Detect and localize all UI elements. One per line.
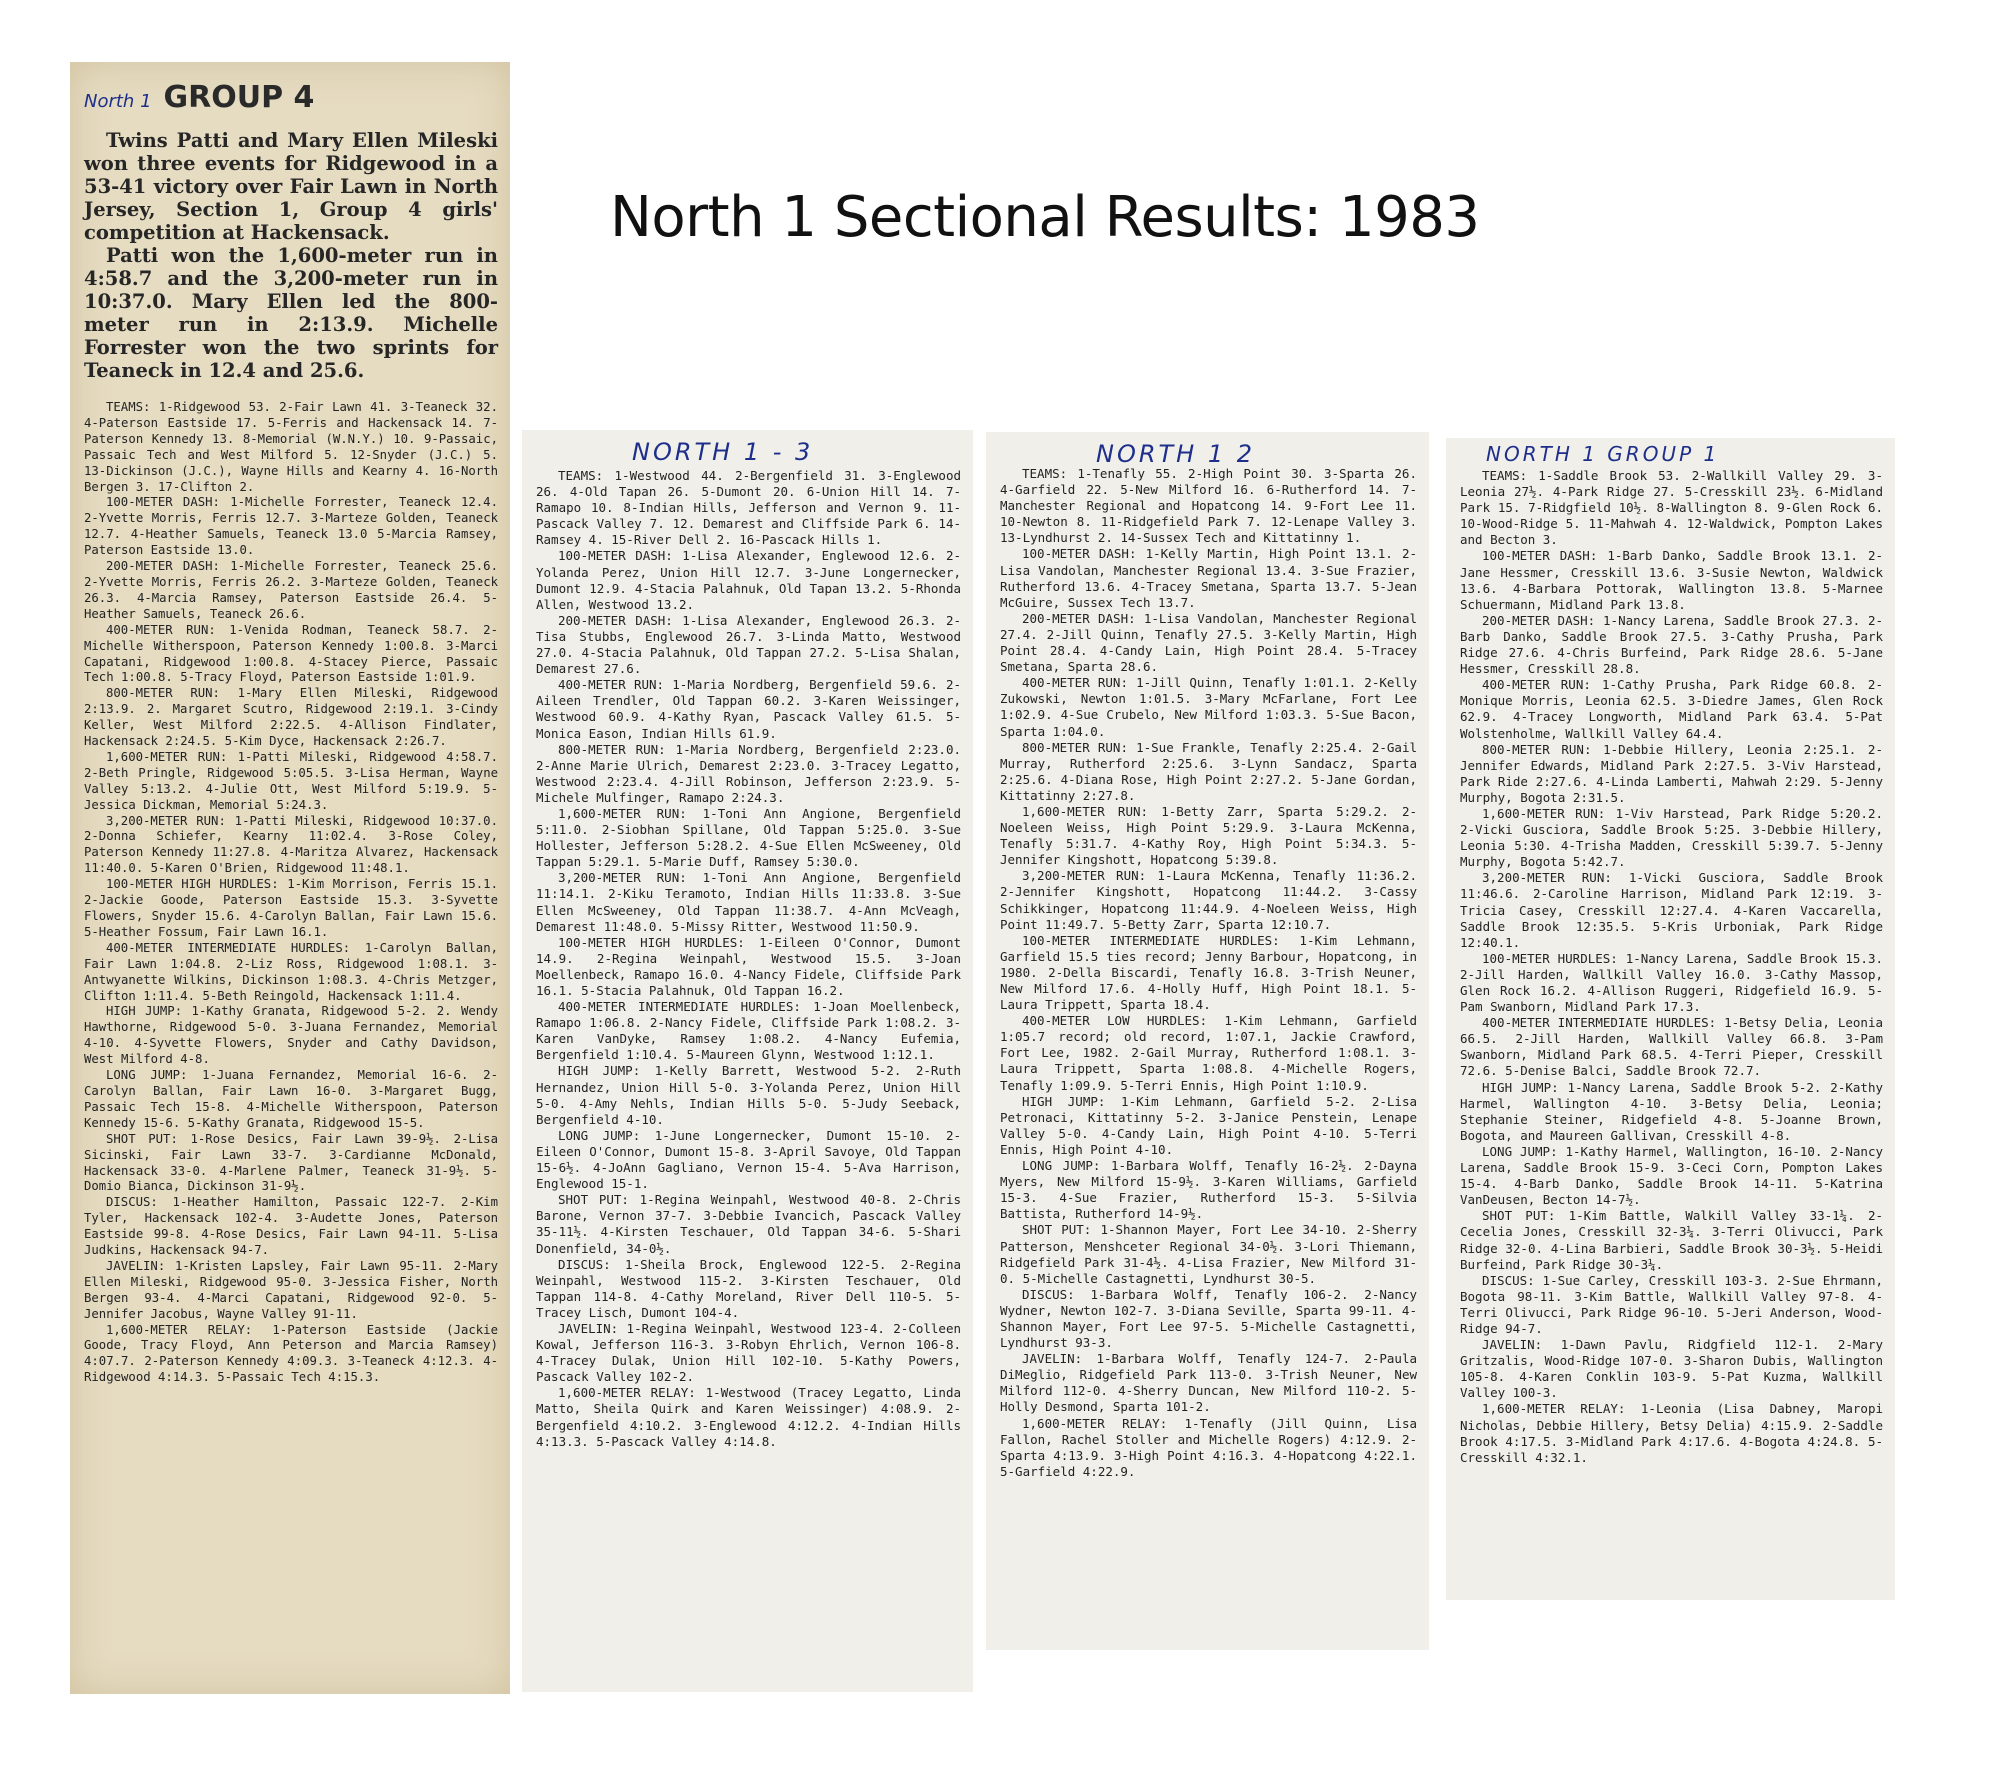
- result-paragraph: DISCUS: 1-Heather Hamilton, Passaic 122-7. 2-Kim Tyler, Hackensack 102-4. 3-Audette Jones, Paterson Eastside 99-8. 4-Rose Desics, Fair Lawn 94-11. 5-Lisa Judkins, Hackensack 94-7.: [84, 1195, 498, 1258]
- lead-paragraph: Twins Patti and Mary Ellen Mileski won three events for Ridgewood in a 53-41 victory over Fair Lawn in North Jersey, Section 1, Group 4 girls' competition at Hackensack.: [84, 129, 498, 244]
- result-paragraph: DISCUS: 1-Sue Carley, Cresskill 103-3. 2-Sue Ehrmann, Bogota 98-11. 3-Kim Battle, Wallkill Valley 97-8. 4-Terri Olivucci, Park Ridge 96-10. 5-Jeri Anderson, Wood-Ridge 94-7.: [1460, 1272, 1883, 1336]
- result-paragraph: LONG JUMP: 1-Juana Fernandez, Memorial 16-6. 2-Carolyn Ballan, Fair Lawn 16-0. 3-Margaret Bugg, Passaic Tech 15-8. 4-Michelle Witherspoon, Paterson Kennedy 15-6. 5-Kathy Granata, Ridgewood 15-5.: [84, 1068, 498, 1130]
- result-paragraph: 100-METER HURDLES: 1-Nancy Larena, Saddle Brook 15.3. 2-Jill Harden, Wallkill Valley 16.0. 3-Cathy Massop, Glen Rock 16.2. 4-Allison Ruggeri, Ridgefield 16.9. 5-Pam Swanborn, Midland Park 17.3.: [1460, 950, 1883, 1015]
- result-paragraph: 400-METER INTERMEDIATE HURDLES: 1-Carolyn Ballan, Fair Lawn 1:04.8. 2-Liz Ross, Ridgewood 1:08.1. 3-Antwyanette Wilkins, Dickinson 1:08.3. 4-Chris Metzger, Clifton 1:11.4. 5-Beth Reingold, Hackensack 1:11.4.: [84, 940, 498, 1003]
- result-paragraph: HIGH JUMP: 1-Nancy Larena, Saddle Brook 5-2. 2-Kathy Harmel, Wallington 4-10. 3-Betsy Delia, Leonia; Stephanie Steiner, Ridgefield 4-8. 5-Joanne Brown, Bogota, and Maureen Gallivan, Cresskill 4-8.: [1460, 1079, 1883, 1143]
- result-paragraph: 200-METER DASH: 1-Nancy Larena, Saddle Brook 27.3. 2-Barb Danko, Saddle Brook 27.5. 3-Cathy Prusha, Park Ridge 27.6. 4-Chris Burfeind, Park Ridge 28.6. 5-Jane Hessmer, Cresskill 28.8.: [1460, 612, 1883, 677]
- result-paragraph: 800-METER RUN: 1-Sue Frankle, Tenafly 2:25.4. 2-Gail Murray, Rutherford 2:25.6. 3-Lynn Sandacz, Sparta 2:25.6. 4-Diana Rose, High Point 2:27.2. 5-Jane Gordan, Kittatinny 2:27.8.: [1000, 739, 1417, 803]
- result-paragraph: HIGH JUMP: 1-Kathy Granata, Ridgewood 5-2. 2. Wendy Hawthorne, Ridgewood 5-0. 3-Juana Fernandez, Memorial 4-10. 4-Syvette Flowers, Snyder and Cathy Davidson, West Milford 4-8.: [84, 1004, 498, 1067]
- result-paragraph: 100-METER HIGH HURDLES: 1-Eileen O'Connor, Dumont 14.9. 2-Regina Weinpahl, Westwood 15.5. 3-Joan Moellenbeck, Ramapo 16.0. 4-Nancy Fidele, Cliffside Park 16.1. 5-Stacia Palahnuk, Old Tappan 16.2.: [536, 934, 961, 998]
- result-paragraph: JAVELIN: 1-Kristen Lapsley, Fair Lawn 95-11. 2-Mary Ellen Mileski, Ridgewood 95-0. 3-Jessica Fisher, North Bergen 93-4. 4-Marci Capatani, Ridgewood 92-0. 5-Jennifer Jacobus, Wayne Valley 91-11.: [84, 1258, 498, 1321]
- result-paragraph: 3,200-METER RUN: 1-Laura McKenna, Tenafly 11:36.2. 2-Jennifer Kingshott, Hopatcong 11:44.2. 3-Cassy Schikkinger, Hopatcong 11:44.9. 4-Noeleen Weiss, High Point 11:49.7. 5-Betty Zarr, Sparta 12:10.7.: [1000, 868, 1417, 932]
- result-paragraph: 3,200-METER RUN: 1-Vicki Gusciora, Saddle Brook 11:46.6. 2-Caroline Harrison, Midland Park 12:19. 3-Tricia Casey, Cresskill 12:27.4. 4-Karen Vaccarella, Saddle Brook 12:35.5. 5-Kris Urboniak, Park Ridge 12:40.1.: [1460, 870, 1883, 950]
- lead-paragraph: Patti won the 1,600-meter run in 4:58.7 and the 3,200-meter run in 10:37.0. Mary Ellen led the 800-meter run in 2:13.9. Michelle Forrester won the two sprints for Teaneck in 12.4 and 25.6.: [84, 244, 498, 382]
- result-paragraph: JAVELIN: 1-Regina Weinpahl, Westwood 123-4. 2-Colleen Kowal, Jefferson 116-3. 3-Robyn Ehrlich, Vernon 106-8. 4-Tracey Dulak, Union Hill 102-10. 5-Kathy Powers, Pascack Valley 102-2.: [536, 1320, 961, 1385]
- results-list: [536, 468, 961, 1450]
- result-paragraph: 1,600-METER RUN: 1-Betty Zarr, Sparta 5:29.2. 2-Noeleen Weiss, High Point 5:29.9. 3-Laura McKenna, Tenafly 5:31.7. 4-Kathy Roy, High Point 5:34.3. 5-Jennifer Kingshott, Hopatcong 5:39.8.: [1000, 803, 1417, 868]
- result-paragraph: LONG JUMP: 1-June Longernecker, Dumont 15-10. 2-Eileen O'Connor, Dumont 15-8. 3-April Savoye, Old Tappan 15-6½. 4-JoAnn Gagliano, Vernon 15-4. 5-Ava Harrison, Englewood 15-1.: [536, 1127, 961, 1192]
- clipping-north-1-group-2: [986, 432, 1429, 1650]
- result-paragraph: 200-METER DASH: 1-Lisa Vandolan, Manchester Regional 27.4. 2-Jill Quinn, Tenafly 27.5. 3-Kelly Martin, High Point 28.4. 4-Candy Lain, High Point 28.4. 5-Tracey Smetana, Sparta 28.6.: [1000, 610, 1417, 675]
- result-paragraph: 100-METER DASH: 1-Barb Danko, Saddle Brook 13.1. 2-Jane Hessmer, Cresskill 13.6. 3-Susie Newton, Waldwick 13.6. 4-Barbara Pottorak, Wallington 13.8. 5-Marnee Schuermann, Midland Park 13.8.: [1460, 548, 1883, 612]
- results-list: [84, 400, 498, 1386]
- result-paragraph: 1,600-METER RELAY: 1-Paterson Eastside (Jackie Goode, Tracy Floyd, Ann Peterson and Marcia Ramsey) 4:07.7. 2-Paterson Kennedy 4:09.3. 3-Teaneck 4:12.3. 4-Ridgewood 4:14.3. 5-Passaic Tech 4:15.3.: [84, 1322, 498, 1385]
- result-paragraph: 100-METER DASH: 1-Michelle Forrester, Teaneck 12.4. 2-Yvette Morris, Ferris 12.7. 3-Marteze Golden, Teaneck 12.7. 4-Heather Samuels, Teaneck 13.0 5-Marcia Ramsey, Paterson Eastside 13.0.: [84, 495, 498, 558]
- clipping-north-1-group-1: [1446, 438, 1895, 1600]
- result-paragraph: 400-METER RUN: 1-Jill Quinn, Tenafly 1:01.1. 2-Kelly Zukowski, Newton 1:01.5. 3-Mary McFarlane, Fort Lee 1:02.9. 4-Sue Crubelo, New Milford 1:03.3. 5-Sue Bacon, Sparta 1:04.0.: [1000, 675, 1417, 739]
- result-paragraph: 1,600-METER RELAY: 1-Leonia (Lisa Dabney, Maropi Nicholas, Debbie Hillery, Betsy Delia) 4:15.9. 2-Saddle Brook 4:17.5. 3-Midland Park 4:17.6. 4-Bogota 4:24.8. 5-Cresskill 4:32.1.: [1460, 1401, 1883, 1465]
- result-paragraph: 100-METER DASH: 1-Kelly Martin, High Point 13.1. 2-Lisa Vandolan, Manchester Regional 13.4. 3-Sue Frazier, Rutherford 13.6. 4-Tracey Smetana, Sparta 13.7. 5-Jean McGuire, Sussex Tech 13.7.: [1000, 546, 1417, 610]
- result-paragraph: JAVELIN: 1-Dawn Pavlu, Ridgfield 112-1. 2-Mary Gritzalis, Wood-Ridge 107-0. 3-Sharon Dubis, Wallington 105-8. 4-Karen Conklin 103-9. 5-Pat Kuzma, Wallkill Valley 100-3.: [1460, 1337, 1883, 1401]
- page-title: North 1 Sectional Results: 1983: [610, 185, 1480, 250]
- result-paragraph: 1,600-METER RUN: 1-Patti Mileski, Ridgewood 4:58.7. 2-Beth Pringle, Ridgewood 5:05.5. 3-Lisa Herman, Wayne Valley 5:13.2. 4-Julie Ott, West Milford 5:19.9. 5-Jessica Dickman, Memorial 5:24.3.: [84, 749, 498, 812]
- result-paragraph: SHOT PUT: 1-Shannon Mayer, Fort Lee 34-10. 2-Sherry Patterson, Menshceter Regional 34-0½. 3-Lori Thiemann, Ridgefield Park 31-4½. 4-Lisa Frazier, New Milford 31-0. 5-Michelle Castagnetti, Lyndhurst 30-5.: [1000, 1222, 1417, 1286]
- result-paragraph: LONG JUMP: 1-Kathy Harmel, Wallington, 16-10. 2-Nancy Larena, Saddle Brook 15-9. 3-Ceci Corn, Pompton Lakes 15-4. 4-Barb Danko, Saddle Brook 14-11. 5-Katrina VanDeusen, Becton 14-7½.: [1460, 1143, 1883, 1208]
- result-paragraph: 100-METER HIGH HURDLES: 1-Kim Morrison, Ferris 15.1. 2-Jackie Goode, Paterson Eastside 15.3. 3-Syvette Flowers, Snyder 15.6. 4-Carolyn Ballan, Fair Lawn 15.6. 5-Heather Fossum, Fair Lawn 16.1.: [84, 877, 498, 939]
- result-paragraph: 400-METER LOW HURDLES: 1-Kim Lehmann, Garfield 1:05.7 record; old record, 1:07.1, Jackie Crawford, Fort Lee, 1982. 2-Gail Murray, Rutherford 1:08.1. 3-Laura Trippett, Sparta 1:08.8. 4-Michelle Rogers, Tenafly 1:09.9. 5-Terri Ennis, High Point 1:10.9.: [1000, 1013, 1417, 1093]
- result-paragraph: 1,600-METER RUN: 1-Toni Ann Angione, Bergenfield 5:11.0. 2-Siobhan Spillane, Old Tappan 5:25.0. 3-Sue Hollester, Jefferson 5:28.2. 4-Sue Ellen McSweeney, Old Tappan 5:29.1. 5-Marie Duff, Ramsey 5:30.0.: [536, 805, 961, 870]
- result-paragraph: 800-METER RUN: 1-Debbie Hillery, Leonia 2:25.1. 2-Jennifer Edwards, Midland Park 2:27.5. 3-Viv Harstead, Park Ride 2:27.6. 4-Linda Lamberti, Mahwah 2:29. 5-Jenny Murphy, Bogota 2:31.5.: [1460, 741, 1883, 805]
- result-paragraph: TEAMS: 1-Ridgewood 53. 2-Fair Lawn 41. 3-Teaneck 32. 4-Paterson Eastside 17. 5-Ferris and Hackensack 14. 7-Paterson Kennedy 13. 8-Memorial (W.N.Y.) 10. 9-Passaic, Passaic Tech and West Milford 5. 12-Snyder (J.C.) 5. 13-Dickinson (J.C.), Wayne Hills and Kearny 4. 16-North Bergen 3. 17-Clifton 2.: [84, 400, 498, 494]
- handwritten-note: North 1: [84, 91, 152, 112]
- result-paragraph: 800-METER RUN: 1-Maria Nordberg, Bergenfield 2:23.0. 2-Anne Marie Ulrich, Demarest 2:23.0. 3-Tracey Legatto, Westwood 2:23.4. 4-Jill Robinson, Jefferson 2:23.9. 5-Michele Mulfinger, Ramapo 2:24.3.: [536, 741, 961, 805]
- result-paragraph: 1,600-METER RELAY: 1-Westwood (Tracey Legatto, Linda Matto, Sheila Quirk and Karen Weissinger) 4:08.9. 2-Bergenfield 4:10.2. 3-Englewood 4:12.2. 4-Indian Hills 4:13.3. 5-Pascack Valley 4:14.8.: [536, 1385, 961, 1449]
- result-paragraph: 100-METER DASH: 1-Lisa Alexander, Englewood 12.6. 2-Yolanda Perez, Union Hill 12.7. 3-June Longernecker, Dumont 12.9. 4-Stacia Palahnuk, Old Tapan 13.2. 5-Rhonda Allen, Westwood 13.2.: [536, 548, 961, 612]
- handwritten-note: NORTH 1 GROUP 1: [1486, 442, 1720, 466]
- result-paragraph: 400-METER RUN: 1-Maria Nordberg, Bergenfield 59.6. 2-Aileen Trendler, Old Tappan 60.2. 3-Karen Weissinger, Westwood 60.9. 4-Kathy Ryan, Pascack Valley 61.5. 5-Monica Eason, Indian Hills 61.9.: [536, 677, 961, 741]
- result-paragraph: LONG JUMP: 1-Barbara Wolff, Tenafly 16-2½. 2-Dayna Myers, New Milford 15-9½. 3-Karen Williams, Garfield 15-3. 4-Sue Frazier, Rutherford 15-3. 5-Silvia Battista, Rutherford 14-9½.: [1000, 1158, 1417, 1222]
- results-list: [1460, 468, 1883, 1466]
- result-paragraph: JAVELIN: 1-Barbara Wolff, Tenafly 124-7. 2-Paula DiMeglio, Ridgefield Park 113-0. 3-Trish Neuner, New Milford 112-0. 4-Sherry Duncan, New Milford 110-2. 5-Holly Desmond, Sparta 101-2.: [1000, 1351, 1417, 1415]
- lead-paragraphs: [84, 129, 498, 382]
- result-paragraph: 3,200-METER RUN: 1-Toni Ann Angione, Bergenfield 11:14.1. 2-Kiku Teramoto, Indian Hills 11:33.8. 3-Sue Ellen McSweeney, Old Tappan 11:38.7. 4-Ann McVeagh, Demarest 11:48.0. 5-Missy Ritter, Westwood 11:50.9.: [536, 870, 961, 934]
- result-paragraph: 400-METER RUN: 1-Cathy Prusha, Park Ridge 60.8. 2-Monique Morris, Leonia 62.5. 3-Diedre James, Glen Rock 62.9. 4-Tracey Longworth, Midland Park 63.4. 5-Pat Wolstenholme, Wallkill Valley 64.4.: [1460, 677, 1883, 741]
- clipping-title: GROUP 4: [163, 80, 315, 115]
- clipping-group-4: [70, 62, 510, 1694]
- result-paragraph: TEAMS: 1-Saddle Brook 53. 2-Wallkill Valley 29. 3-Leonia 27½. 4-Park Ridge 27. 5-Cresskill 23½. 6-Midland Park 15. 7-Ridgfield 10½. 8-Wallington 8. 9-Glen Rock 6. 10-Wood-Ridge 5. 11-Mahwah 4. 12-Waldwick, Pompton Lakes and Becton 3.: [1460, 468, 1883, 548]
- result-paragraph: 400-METER INTERMEDIATE HURDLES: 1-Joan Moellenbeck, Ramapo 1:06.8. 2-Nancy Fidele, Cliffside Park 1:08.2. 3-Karen VanDyke, Ramsey 1:08.2. 4-Nancy Eufemia, Bergenfield 1:10.4. 5-Maureen Glynn, Westwood 1:12.1.: [536, 999, 961, 1063]
- result-paragraph: HIGH JUMP: 1-Kelly Barrett, Westwood 5-2. 2-Ruth Hernandez, Union Hill 5-0. 3-Yolanda Perez, Union Hill 5-0. 4-Amy Nehls, Indian Hills 5-0. 5-Judy Seeback, Bergenfield 4-10.: [536, 1063, 961, 1127]
- result-paragraph: 1,600-METER RUN: 1-Viv Harstead, Park Ridge 5:20.2. 2-Vicki Gusciora, Saddle Brook 5:25. 3-Debbie Hillery, Leonia 5:30. 4-Trisha Madden, Cresskill 5:39.7. 5-Jenny Murphy, Bogota 5:42.7.: [1460, 805, 1883, 870]
- result-paragraph: HIGH JUMP: 1-Kim Lehmann, Garfield 5-2. 2-Lisa Petronaci, Kittatinny 5-2. 3-Janice Penstein, Lenape Valley 5-0. 4-Candy Lain, High Point 4-10. 5-Terri Ennis, High Point 4-10.: [1000, 1093, 1417, 1157]
- result-paragraph: 100-METER INTERMEDIATE HURDLES: 1-Kim Lehmann, Garfield 15.5 ties record; Jenny Barbour, Hopatcong, in 1980. 2-Della Biscardi, Tenafly 16.8. 3-Trish Neuner, New Milford 17.6. 4-Holly Huff, High Point 18.1. 5-Laura Trippett, Sparta 18.4.: [1000, 932, 1417, 1013]
- clipping-header: [84, 80, 498, 115]
- handwritten-note: NORTH 1 2: [1096, 440, 1256, 468]
- result-paragraph: SHOT PUT: 1-Kim Battle, Walkill Valley 33-1¼. 2-Cecelia Jones, Cresskill 32-3¼. 3-Terri Olivucci, Park Ridge 32-0. 4-Lina Barbieri, Saddle Brook 30-3½. 5-Heidi Burfeind, Park Ridge 30-3¼.: [1460, 1208, 1883, 1272]
- result-paragraph: SHOT PUT: 1-Regina Weinpahl, Westwood 40-8. 2-Chris Barone, Vernon 37-7. 3-Debbie Ivancich, Pascack Valley 35-11½. 4-Kirsten Teschauer, Old Tappan 34-6. 5-Shari Donenfield, 34-0½.: [536, 1192, 961, 1256]
- result-paragraph: 200-METER DASH: 1-Lisa Alexander, Englewood 26.3. 2-Tisa Stubbs, Englewood 26.7. 3-Linda Matto, Westwood 27.0. 4-Stacia Palahnuk, Old Tappan 27.2. 5-Lisa Shalan, Demarest 27.6.: [536, 612, 961, 677]
- result-paragraph: TEAMS: 1-Tenafly 55. 2-High Point 30. 3-Sparta 26. 4-Garfield 22. 5-New Milford 16. 6-Rutherford 14. 7-Manchester Regional and Hopatcong 14. 9-Fort Lee 11. 10-Newton 8. 11-Ridgefield Park 7. 12-Lenape Valley 3. 13-Lyndhurst 2. 14-Sussex Tech and Kittatinny 1.: [1000, 466, 1417, 546]
- handwritten-note: NORTH 1 - 3: [632, 438, 814, 466]
- result-paragraph: 800-METER RUN: 1-Mary Ellen Mileski, Ridgewood 2:13.9. 2. Margaret Scutro, Ridgewood 2:19.1. 3-Cindy Keller, West Milford 2:22.5. 4-Allison Findlater, Hackensack 2:24.5. 5-Kim Dyce, Hackensack 2:26.7.: [84, 686, 498, 749]
- result-paragraph: DISCUS: 1-Sheila Brock, Englewood 122-5. 2-Regina Weinpahl, Westwood 115-2. 3-Kirsten Teschauer, Old Tappan 114-8. 4-Cathy Moreland, River Dell 110-5. 5-Tracey Lisch, Dumont 104-4.: [536, 1256, 961, 1320]
- clipping-north-1-group-3: [522, 430, 973, 1692]
- result-paragraph: 1,600-METER RELAY: 1-Tenafly (Jill Quinn, Lisa Fallon, Rachel Stoller and Michelle Rogers) 4:12.9. 2-Sparta 4:13.9. 3-High Point 4:16.3. 4-Hopatcong 4:22.1. 5-Garfield 4:22.9.: [1000, 1415, 1417, 1479]
- result-paragraph: 200-METER DASH: 1-Michelle Forrester, Teaneck 25.6. 2-Yvette Morris, Ferris 26.2. 3-Marteze Golden, Teaneck 26.3. 4-Marcia Ramsey, Paterson Eastside 26.4. 5-Heather Samuels, Teaneck 26.6.: [84, 559, 498, 621]
- result-paragraph: 3,200-METER RUN: 1-Patti Mileski, Ridgewood 10:37.0. 2-Donna Schiefer, Kearny 11:02.4. 3-Rose Coley, Paterson Kennedy 11:27.8. 4-Maritza Alvarez, Hackensack 11:40.0. 5-Karen O'Brien, Ridgewood 11:48.1.: [84, 813, 498, 876]
- result-paragraph: TEAMS: 1-Westwood 44. 2-Bergenfield 31. 3-Englewood 26. 4-Old Tapan 26. 5-Dumont 20. 6-Union Hill 14. 7-Ramapo 10. 8-Indian Hills, Jefferson and Vernon 9. 11-Pascack Valley 7. 12. Demarest and Cliffside Park 6. 14-Ramsey 4. 15-River Dell 2. 16-Pascack Hills 1.: [536, 468, 961, 548]
- result-paragraph: DISCUS: 1-Barbara Wolff, Tenafly 106-2. 2-Nancy Wydner, Newton 102-7. 3-Diana Seville, Sparta 99-11. 4-Shannon Mayer, Fort Lee 97-5. 5-Michelle Castagnetti, Lyndhurst 93-3.: [1000, 1286, 1417, 1351]
- result-paragraph: 400-METER INTERMEDIATE HURDLES: 1-Betsy Delia, Leonia 66.5. 2-Jill Harden, Wallkill Valley 66.8. 3-Pam Swanborn, Midland Park 68.5. 4-Terri Pieper, Cresskill 72.6. 5-Denise Balci, Saddle Brook 72.7.: [1460, 1015, 1883, 1079]
- results-list: [1000, 466, 1417, 1480]
- result-paragraph: 400-METER RUN: 1-Venida Rodman, Teaneck 58.7. 2-Michelle Witherspoon, Paterson Kennedy 1:00.8. 3-Marci Capatani, Ridgewood 1:00.8. 4-Stacey Pierce, Passaic Tech 1:00.8. 5-Tracy Floyd, Paterson Eastside 1:01.9.: [84, 622, 498, 685]
- result-paragraph: SHOT PUT: 1-Rose Desics, Fair Lawn 39-9½. 2-Lisa Sicinski, Fair Lawn 33-7. 3-Cardianne McDonald, Hackensack 33-0. 4-Marlene Palmer, Teaneck 31-9½. 5-Domio Bianca, Dickinson 31-9½.: [84, 1131, 498, 1194]
